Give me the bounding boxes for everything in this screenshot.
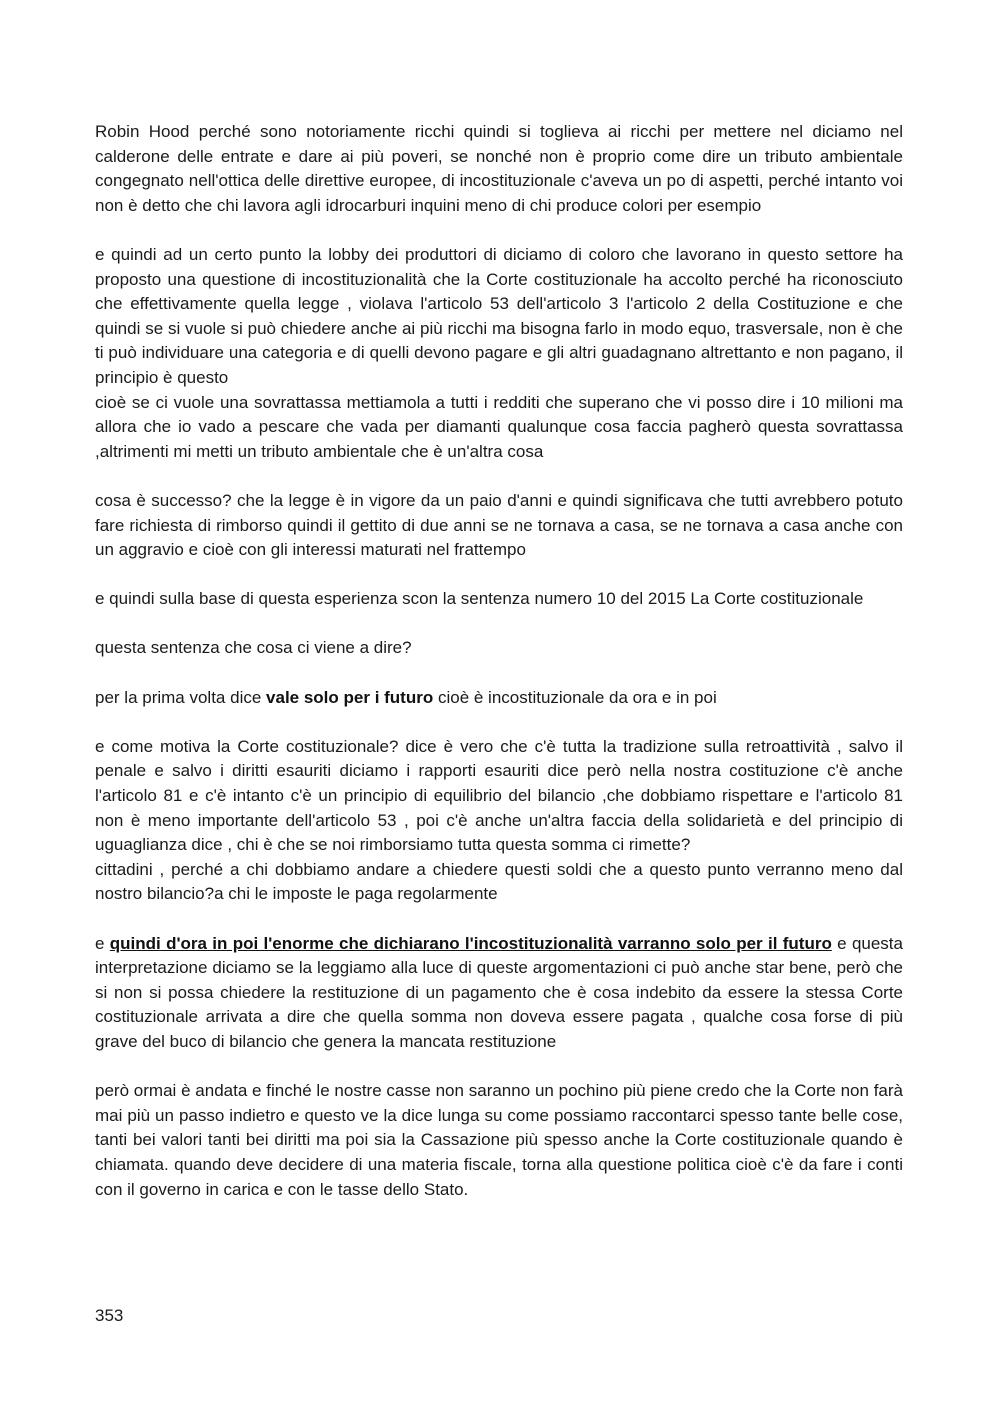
page-number: 353 bbox=[95, 1306, 124, 1325]
paragraph-5: e quindi sulla base di questa esperienza scon la sentenza numero 10 del 2015 La Corte costituzionale bbox=[95, 589, 864, 609]
body-text bbox=[95, 120, 903, 1202]
paragraph-10-emphasis: quindi d'ora in poi l'enorme che dichiarano l'incostituzionalità varranno solo per il futuro bbox=[109, 933, 832, 953]
paragraph-1: Robin Hood perché sono notoriamente ricchi quindi si toglieva ai ricchi per mettere nel diciamo nel calderone delle entrate e dare ai più poveri, se nonché non è proprio come dire un tributo ambientale congegnato nell'ottica delle direttive europee, di incostituzionale c'aveva un po di aspetti, perché intanto voi non è detto che chi lavora agli idrocarburi inquini meno di chi produce colori per esempio bbox=[95, 122, 903, 215]
paragraph-9: cittadini , perché a chi dobbiamo andare a chiedere questi soldi che a questo punto verranno meno dal nostro bilancio?a chi le imposte le paga regolarmente bbox=[95, 859, 903, 904]
paragraph-4: cosa è successo? che la legge è in vigore da un paio d'anni e quindi significava che tutti avrebbero potuto fare richiesta di rimborso quindi il gettito di due anni se ne tornava a casa, se ne tornava a casa anche con un aggravio e cioè con gli interessi maturati nel frattempo bbox=[95, 490, 903, 560]
paragraph-10-text-end: e questa interpretazione diciamo se la leggiamo alla luce di queste argomentazioni ci può anche star bene, però che si non si possa chiedere la restituzione di un pagamento che è cosa indebito da essere la stessa Corte costituzionale arrivata a dire che quella somma non doveva essere pagata , qualche cosa forse di più grave del buco di bilancio che genera la mancata restituzione bbox=[95, 933, 903, 1051]
paragraph-8: e come motiva la Corte costituzionale? dice è vero che c'è tutta la tradizione sulla retroattività , salvo il penale e salvo i diritti esauriti diciamo i rapporti esauriti dice però nella nostra costituzione c'è anche l'articolo 81 e c'è intanto c'è un principio di equilibrio del bilancio ,che dobbiamo rispettare e l'articolo 81 non è meno importante dell'articolo 53 , poi c'è anche un'altra faccia della solidarietà e del principio di uguaglianza dice , chi è che se noi rimborsiamo tutta questa somma ci rimette? bbox=[95, 736, 903, 855]
paragraph-7-text-start: per la prima volta dice bbox=[95, 687, 267, 707]
paragraph-7-text-end: cioè è incostituzionale da ora e in poi bbox=[433, 687, 717, 707]
paragraph-2: e quindi ad un certo punto la lobby dei produttori di diciamo di coloro che lavorano in questo settore ha proposto una questione di incostituzionalità che la Corte costituzionale ha accolto perché ha riconosciuto che effettivamente quella legge , violava l'articolo 53 dell'articolo 3 l'articolo 2 della Costituzione e che quindi se si vuole si può chiedere anche ai più ricchi ma bisogna farlo in modo equo, trasversale, non è che ti può individuare una categoria e di quelli devono pagare e gli altri guadagnano altrettanto e non pagano, il principio è questo bbox=[95, 244, 903, 387]
paragraph-6: questa sentenza che cosa ci viene a dire? bbox=[95, 638, 412, 658]
paragraph-3: cioè se ci vuole una sovrattassa mettiamola a tutti i redditi che superano che vi posso dire i 10 milioni ma allora che io vado a pescare che vada per diamanti qualunque cosa faccia pagherò questa sovrattassa ,altrimenti mi metti un tributo ambientale che è un'altra cosa bbox=[95, 392, 903, 461]
paragraph-7 bbox=[95, 686, 903, 711]
paragraph-7-emphasis: vale solo per i futuro bbox=[266, 687, 434, 707]
paragraph-11: però ormai è andata e finché le nostre casse non saranno un pochino più piene credo che la Corte non farà mai più un passo indietro e questo ve la dice lunga su come possiamo raccontarci spesso tante belle cose, tanti bei valori tanti bei diritti ma poi sia la Cassazione più spesso anche la Corte costituzionale quando è chiamata. quando deve decidere di una materia fiscale, torna alla questione politica cioè c'è da fare i conti con il governo in carica e con le tasse dello Stato. bbox=[95, 1081, 903, 1199]
paragraph-10-text-start: e bbox=[95, 933, 110, 953]
paragraph-10 bbox=[95, 932, 903, 1055]
